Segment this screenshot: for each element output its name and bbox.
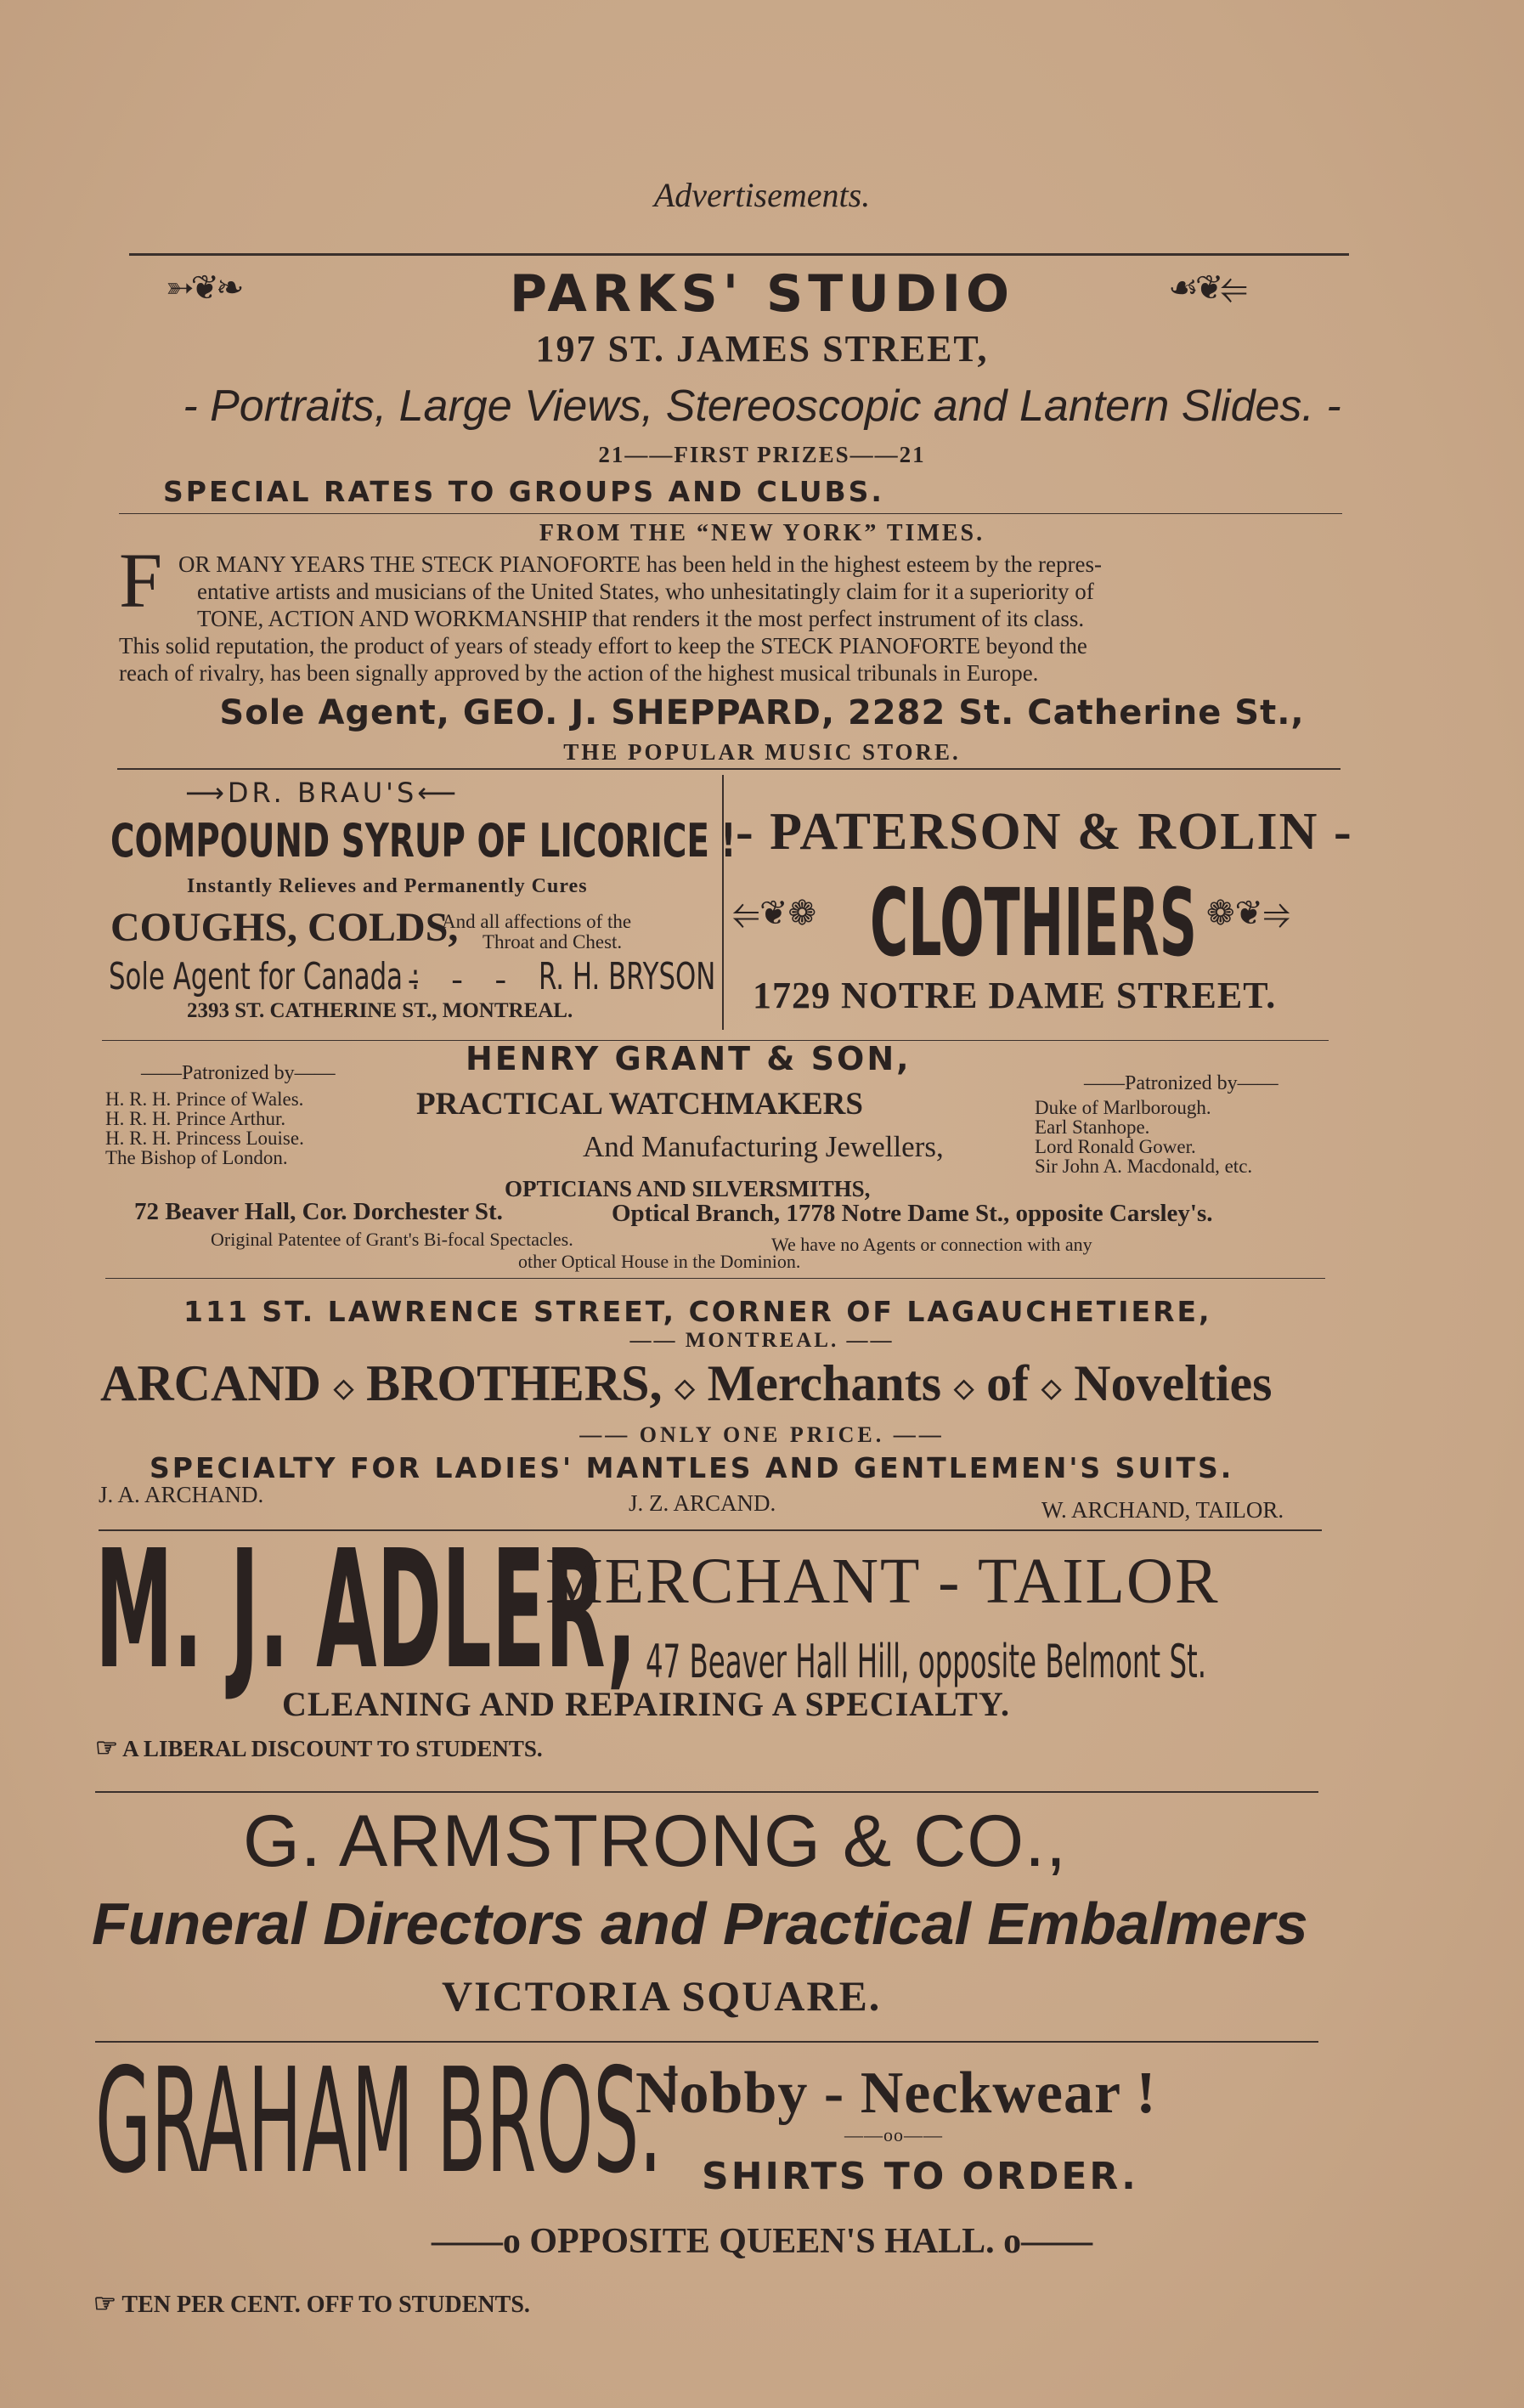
steck-line: entative artists and musicians of the United States, who unhesitatingly claim for it a superiority of bbox=[197, 579, 1094, 604]
arcand-title-word: Merchants bbox=[707, 1355, 942, 1411]
arcand-address: 111 ST. LAWRENCE STREET, CORNER OF LAGAUCHETIERE, bbox=[183, 1295, 1212, 1328]
ornament-left-icon: ➳❦❧ bbox=[166, 268, 241, 308]
diamond-icon: ◇ bbox=[1041, 1374, 1062, 1403]
brau-other-1: And all affections of the bbox=[442, 911, 632, 932]
grant-patron-left-title: ——Patronized by—— bbox=[141, 1062, 336, 1084]
brau-name: DR. BRAU'S bbox=[227, 777, 418, 809]
grant-patrons-right bbox=[1035, 1098, 1252, 1176]
diamond-icon: ◇ bbox=[954, 1374, 974, 1403]
pointing-hand-icon: ☞ bbox=[93, 2290, 116, 2318]
paterson-trade: CLOTHIERS bbox=[870, 868, 1197, 977]
grant-trade-3: OPTICIANS AND SILVERSMITHS, bbox=[505, 1176, 871, 1201]
arcand-price: —— ONLY ONE PRICE. —— bbox=[579, 1422, 945, 1447]
divider bbox=[95, 1791, 1318, 1793]
arcand-title-word: Novelties bbox=[1074, 1355, 1273, 1411]
pointing-hand-icon: ☞ bbox=[95, 1734, 118, 1762]
diamond-icon: ◇ bbox=[333, 1374, 354, 1403]
arcand-title-word: ARCAND bbox=[100, 1355, 321, 1411]
steck-line: This solid reputation, the product of years of steady effort to keep the STECK PIANOFORTE beyond the bbox=[119, 633, 1087, 659]
grant-notice-2: other Optical House in the Dominion. bbox=[518, 1251, 801, 1272]
graham-discount: TEN PER CENT. OFF TO STUDENTS. bbox=[121, 2292, 530, 2318]
adler-trade: MERCHANT - TAILOR bbox=[545, 1546, 1220, 1617]
arcand-partner: J. A. ARCHAND. bbox=[99, 1482, 264, 1507]
parks-studio-title: PARKS' STUDIO bbox=[509, 264, 1015, 324]
adler-discount-row bbox=[95, 1733, 543, 1763]
graham-discount-row bbox=[93, 2289, 530, 2319]
ornament-right-icon: ☙❦⥢ bbox=[1168, 268, 1245, 308]
parks-prizes: 21——FIRST PRIZES——21 bbox=[598, 442, 926, 467]
arrow-right-icon: ⟵ bbox=[417, 777, 460, 809]
arcand-title-word: of bbox=[986, 1355, 1030, 1411]
graham-name: GRAHAM BROS.' bbox=[95, 2038, 682, 2206]
parks-services: - Portraits, Large Views, Stereoscopic and Lantern Slides. - bbox=[183, 382, 1341, 431]
arcand-title-row bbox=[100, 1354, 1273, 1413]
patron: H. R. H. Prince of Wales. bbox=[105, 1088, 304, 1110]
steck-line: OR MANY YEARS THE STECK PIANOFORTE has been held in the highest esteem by the repres- bbox=[178, 551, 1102, 577]
steck-dropcap: F bbox=[119, 537, 163, 624]
armstrong-name: G. ARMSTRONG & CO., bbox=[243, 1800, 1067, 1882]
armstrong-trade: Funeral Directors and Practical Embalmers bbox=[92, 1891, 1308, 1957]
page-header: Advertisements. bbox=[653, 176, 871, 214]
brau-other-2: Throat and Chest. bbox=[483, 931, 623, 952]
arcand-partner: J. Z. ARCAND. bbox=[629, 1490, 776, 1516]
brau-agent-label: Sole Agent for Canada : bbox=[109, 955, 421, 998]
grant-address-branch: Optical Branch, 1778 Notre Dame St., opposite Carsley's. bbox=[612, 1200, 1213, 1227]
steck-line: TONE, ACTION AND WORKMANSHIP that renders it the most perfect instrument of its class. bbox=[197, 606, 1085, 631]
divider bbox=[129, 253, 1349, 256]
divider bbox=[117, 768, 1341, 770]
arcand-title-word: BROTHERS, bbox=[366, 1355, 663, 1411]
graham-item: Nobby - Neckwear ! bbox=[635, 2060, 1157, 2126]
divider bbox=[119, 513, 1342, 514]
brau-address: 2393 ST. CATHERINE ST., MONTREAL. bbox=[187, 999, 573, 1022]
graham-shirts: SHIRTS TO ORDER. bbox=[702, 2155, 1138, 2198]
brau-claim: Instantly Relieves and Permanently Cures bbox=[187, 875, 588, 897]
grant-patrons-left bbox=[105, 1089, 304, 1167]
patron: The Bishop of London. bbox=[105, 1147, 288, 1168]
grant-trade-2: And Manufacturing Jewellers, bbox=[583, 1130, 944, 1163]
column-divider bbox=[722, 775, 724, 1030]
parks-address: 197 ST. JAMES STREET, bbox=[535, 328, 989, 370]
patron: Earl Stanhope. bbox=[1035, 1116, 1150, 1138]
steck-store: THE POPULAR MUSIC STORE. bbox=[563, 739, 961, 765]
arrow-left-icon: ⟶ bbox=[185, 777, 228, 809]
adler-name: M. J. ADLER, bbox=[95, 1516, 637, 1705]
grant-name: HENRY GRANT & SON, bbox=[466, 1040, 912, 1077]
graham-location: ——o OPPOSITE QUEEN'S HALL. o—— bbox=[431, 2222, 1093, 2261]
grant-patron-right-title: ——Patronized by—— bbox=[1084, 1072, 1278, 1094]
arcand-city: —— MONTREAL. —— bbox=[629, 1329, 895, 1352]
grant-patentee: Original Patentee of Grant's Bi-focal Spectacles. bbox=[211, 1229, 573, 1250]
patron: Sir John A. Macdonald, etc. bbox=[1035, 1156, 1253, 1177]
steck-source: FROM THE “NEW YORK” TIMES. bbox=[539, 520, 985, 546]
patron: H. R. H. Prince Arthur. bbox=[105, 1108, 286, 1129]
brau-ailments: COUGHS, COLDS, bbox=[110, 905, 459, 950]
patron: Lord Ronald Gower. bbox=[1035, 1136, 1196, 1157]
adler-specialty: CLEANING AND REPAIRING A SPECIALTY. bbox=[282, 1685, 1011, 1723]
steck-agent: Sole Agent, GEO. J. SHEPPARD, 2282 St. Catherine St., bbox=[219, 693, 1305, 732]
diamond-icon: ◇ bbox=[675, 1374, 695, 1403]
grant-notice-1: We have no Agents or connection with any bbox=[771, 1234, 1092, 1255]
brau-product: COMPOUND SYRUP OF LICORICE ! bbox=[110, 814, 737, 868]
floral-left-icon: ⥢❦❁ bbox=[732, 894, 817, 933]
grant-trade-1: PRACTICAL WATCHMAKERS bbox=[416, 1087, 863, 1122]
adler-discount: A LIBERAL DISCOUNT TO STUDENTS. bbox=[122, 1736, 543, 1761]
patron: H. R. H. Princess Louise. bbox=[105, 1128, 304, 1149]
paterson-address: 1729 NOTRE DAME STREET. bbox=[753, 975, 1277, 1016]
arcand-partner: W. ARCHAND, TAILOR. bbox=[1041, 1497, 1284, 1523]
graham-divider: ——oo—— bbox=[844, 2124, 943, 2145]
divider bbox=[105, 1278, 1325, 1279]
patron: Duke of Marlborough. bbox=[1035, 1097, 1211, 1118]
brau-agent-name: R. H. BRYSON bbox=[539, 955, 716, 998]
adler-address: 47 Beaver Hall Hill, opposite Belmont St. bbox=[646, 1635, 1207, 1688]
floral-right-icon: ❁❦⥤ bbox=[1206, 894, 1291, 933]
brau-name-row bbox=[185, 777, 460, 809]
grant-address-main: 72 Beaver Hall, Cor. Dorchester St. bbox=[134, 1198, 503, 1225]
brau-dashes: - - - bbox=[408, 959, 518, 998]
armstrong-address: VICTORIA SQUARE. bbox=[442, 1972, 882, 2020]
parks-rates: SPECIAL RATES TO GROUPS AND CLUBS. bbox=[163, 475, 884, 508]
paterson-name: - PATERSON & ROLIN - bbox=[736, 803, 1353, 861]
arcand-specialty: SPECIALTY FOR LADIES' MANTLES AND GENTLEMEN'S SUITS. bbox=[150, 1451, 1234, 1484]
steck-line: reach of rivalry, has been signally approved by the action of the highest musical tribunals in Europe. bbox=[119, 660, 1039, 686]
